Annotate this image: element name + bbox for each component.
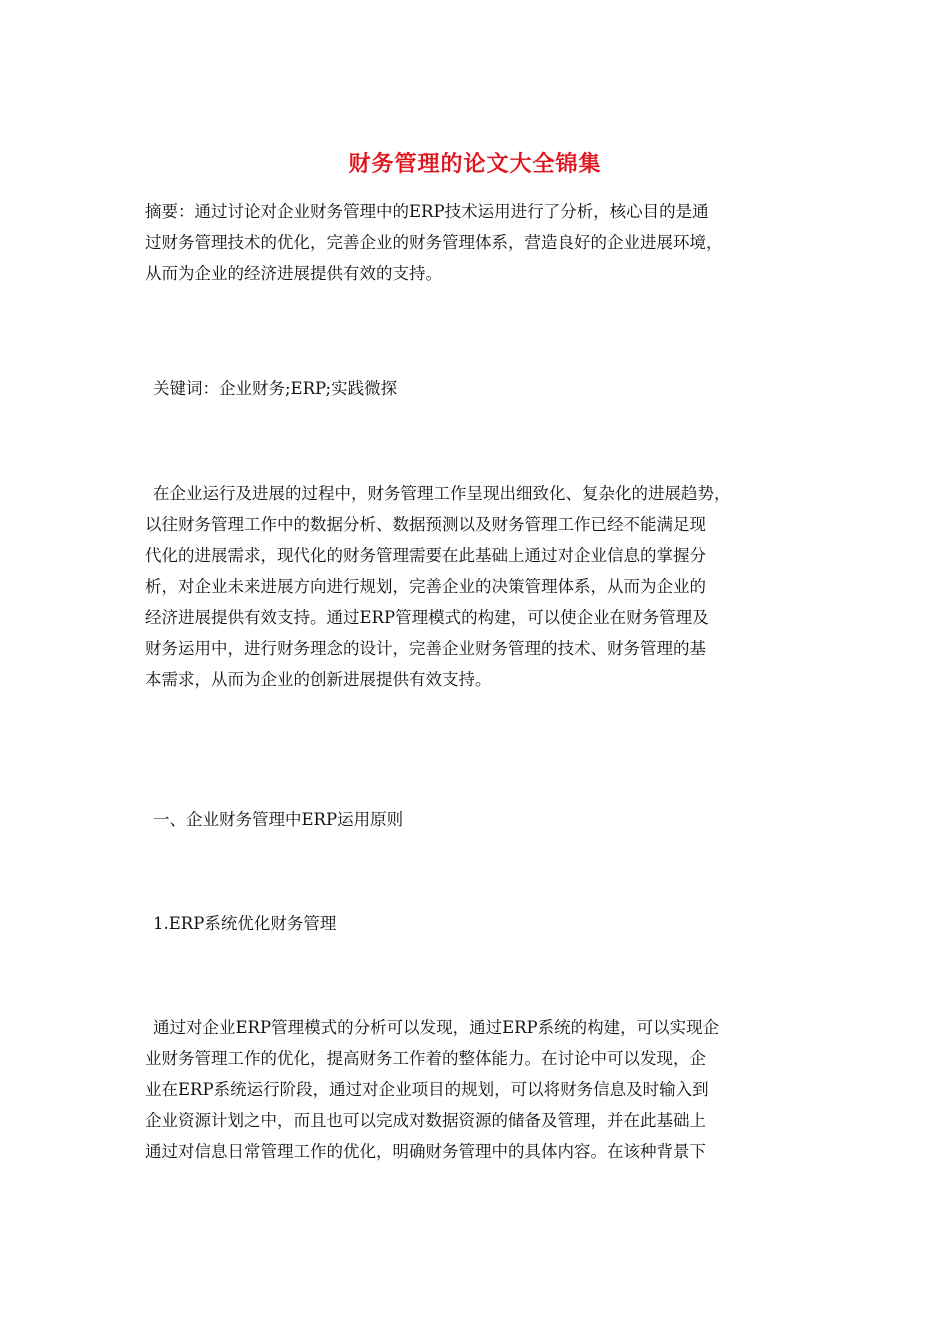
- paragraph-line: 经济进展提供有效支持。通过ERP管理模式的构建，可以使企业在财务管理及: [145, 608, 709, 627]
- paragraph-line: 本需求，从而为企业的创新进展提供有效支持。: [145, 670, 492, 689]
- paragraph-line: 业在ERP系统运行阶段，通过对企业项目的规划，可以将财务信息及时输入到: [145, 1080, 709, 1099]
- paragraph-line: 在企业运行及进展的过程中，财务管理工作呈现出细致化、复杂化的进展趋势，: [153, 484, 731, 503]
- paragraph-line: 代化的进展需求，现代化的财务管理需要在此基础上通过对企业信息的掌握分: [145, 546, 706, 565]
- abstract-line: 过财务管理技术的优化，完善企业的财务管理体系，营造良好的企业进展环境，: [145, 233, 723, 252]
- paragraph-erp: [145, 1012, 810, 1167]
- paragraph-line: 以往财务管理工作中的数据分析、数据预测以及财务管理工作已经不能满足现: [145, 515, 706, 534]
- subsection-heading-1: [153, 908, 818, 939]
- abstract: [145, 196, 810, 289]
- document-title: 财务管理的论文大全锦集: [348, 152, 602, 177]
- paragraph-line: 财务运用中，进行财务理念的设计，完善企业财务管理的技术、财务管理的基: [145, 639, 706, 658]
- keywords-line: 关键词：企业财务;ERP;实践微探: [153, 379, 398, 398]
- paragraph-line: 析，对企业未来进展方向进行规划，完善企业的决策管理体系，从而为企业的: [145, 577, 706, 596]
- keywords: [153, 373, 818, 404]
- paragraph-intro: [145, 478, 810, 695]
- abstract-line: 摘要：通过讨论对企业财务管理中的ERP技术运用进行了分析，核心目的是通: [145, 202, 709, 221]
- paragraph-line: 通过对企业ERP管理模式的分析可以发现，通过ERP系统的构建，可以实现企: [153, 1018, 720, 1037]
- paragraph-line: 通过对信息日常管理工作的优化，明确财务管理中的具体内容。在该种背景下: [145, 1142, 706, 1161]
- subsection-heading: 1.ERP系统优化财务管理: [153, 914, 337, 933]
- abstract-line: 从而为企业的经济进展提供有效的支持。: [145, 264, 442, 283]
- section-heading-1: [153, 804, 818, 835]
- paragraph-line: 企业资源计划之中，而且也可以完成对数据资源的储备及管理，并在此基础上: [145, 1111, 706, 1130]
- paragraph-line: 业财务管理工作的优化，提高财务工作着的整体能力。在讨论中可以发现，企: [145, 1049, 706, 1068]
- section-heading: 一、企业财务管理中ERP运用原则: [153, 810, 404, 829]
